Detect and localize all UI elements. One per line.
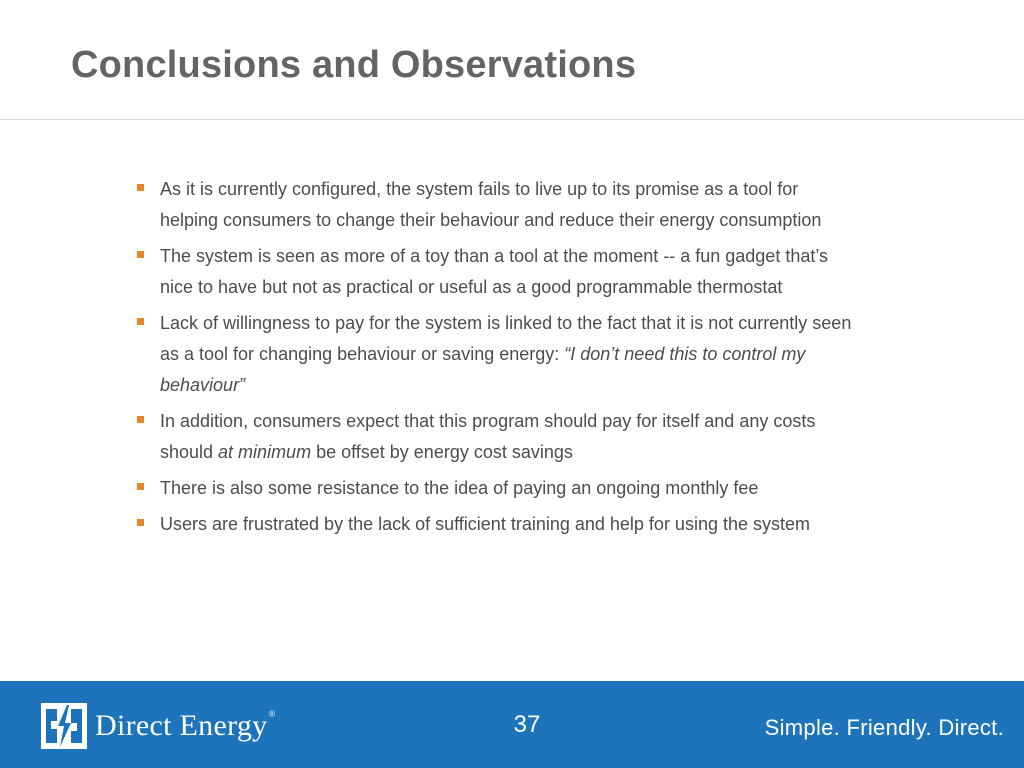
bullet-text-tail: be offset by energy cost savings	[311, 442, 573, 462]
tagline: Simple. Friendly. Direct.	[764, 715, 1004, 740]
bullet-item	[136, 241, 856, 303]
square-bullet-icon	[137, 483, 144, 490]
bullet-text: As it is currently configured, the system fails to live up to its promise as a tool for helping consumers to change their behaviour and reduce their energy consumption	[160, 179, 822, 230]
footer-bar	[0, 681, 1024, 768]
bullet-item	[136, 509, 856, 540]
bullet-quote: “I don’t need this to control my behaviour”	[160, 344, 806, 395]
direct-energy-logo	[41, 702, 276, 750]
bullet-text: There is also some resistance to the idea of paying an ongoing monthly fee	[160, 478, 759, 498]
bullet-emphasis: at minimum	[218, 442, 312, 462]
square-bullet-icon	[137, 416, 144, 423]
bullet-text: In addition, consumers expect that this program should pay for itself and any costs should	[160, 411, 816, 462]
square-bullet-icon	[137, 519, 144, 526]
bullet-item	[136, 406, 856, 468]
bullet-item	[136, 473, 856, 504]
bullet-text: The system is seen as more of a toy than a tool at the moment -- a fun gadget that’s nice to have but not as practical or useful as a good programmable thermostat	[160, 246, 829, 297]
square-bullet-icon	[137, 184, 144, 191]
bullet-text: Lack of willingness to pay for the system is linked to the fact that it is not currently seen as a tool for changing behaviour or saving energy:	[160, 313, 852, 364]
title-divider	[0, 119, 1024, 120]
bullet-text: Users are frustrated by the lack of sufficient training and help for using the system	[160, 514, 810, 534]
square-bullet-icon	[137, 251, 144, 258]
bullet-item	[136, 174, 856, 236]
slide-title: Conclusions and Observations	[71, 44, 637, 86]
page-number: 37	[513, 711, 541, 738]
square-bullet-icon	[137, 318, 144, 325]
bullet-list	[136, 174, 856, 545]
logo-text: Direct Energy®	[95, 709, 276, 742]
bullet-item	[136, 308, 856, 401]
lightning-logo-icon	[41, 703, 87, 749]
